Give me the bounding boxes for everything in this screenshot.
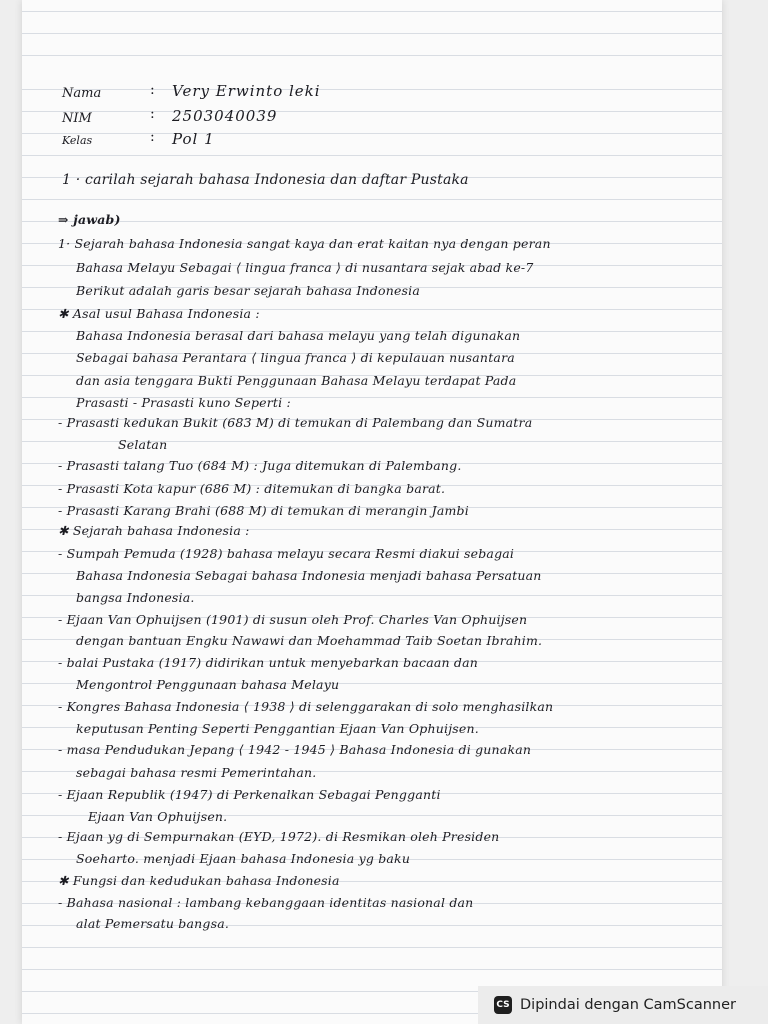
handwritten-line: Soeharto. menjadi Ejaan bahasa Indonesia yg baku bbox=[76, 851, 411, 866]
handwritten-line: dengan bantuan Engku Nawawi dan Moehammad Taib Soetan Ibrahim. bbox=[76, 633, 543, 648]
handwritten-line: - masa Pendudukan Jepang ⟨ 1942 - 1945 ⟩ Bahasa Indonesia di gunakan bbox=[58, 742, 532, 757]
handwritten-line: 1· Sejarah bahasa Indonesia sangat kaya dan erat kaitan nya dengan peran bbox=[58, 236, 551, 251]
nim-colon: : bbox=[150, 106, 155, 122]
nama-label: Nama bbox=[62, 86, 102, 101]
nama-value: Very Erwinto leki bbox=[172, 82, 321, 100]
kelas-label: Kelas bbox=[62, 134, 93, 147]
handwritten-line: - Sumpah Pemuda (1928) bahasa melayu secara Resmi diakui sebagai bbox=[58, 546, 515, 561]
handwritten-line: - Kongres Bahasa Indonesia ⟨ 1938 ⟩ di selenggarakan di solo menghasilkan bbox=[58, 699, 554, 714]
handwritten-line: ✱ Asal usul Bahasa Indonesia : bbox=[58, 306, 260, 321]
handwritten-line: - Bahasa nasional : lambang kebanggaan identitas nasional dan bbox=[58, 895, 474, 910]
handwritten-line: Bahasa Melayu Sebagai ⟨ lingua franca ⟩ di nusantara sejak abad ke-7 bbox=[76, 260, 534, 275]
handwritten-line: dan asia tenggara Bukti Penggunaan Bahasa Melayu terdapat Pada bbox=[76, 373, 517, 388]
handwritten-line: Prasasti - Prasasti kuno Seperti : bbox=[76, 395, 291, 410]
handwritten-line: - Prasasti talang Tuo (684 M) : Juga ditemukan di Palembang. bbox=[58, 458, 462, 473]
handwritten-line: - Prasasti Karang Brahi (688 M) di temukan di merangin Jambi bbox=[58, 503, 469, 518]
camscanner-logo-icon: CS bbox=[494, 996, 512, 1014]
notebook-page bbox=[22, 0, 722, 1024]
handwritten-line: - Ejaan Republik (1947) di Perkenalkan Sebagai Pengganti bbox=[58, 787, 441, 802]
handwritten-line: ✱ Fungsi dan kedudukan bahasa Indonesia bbox=[58, 873, 340, 888]
handwritten-line: - balai Pustaka (1917) didirikan untuk menyebarkan bacaan dan bbox=[58, 655, 479, 670]
handwritten-line: Bahasa Indonesia berasal dari bahasa melayu yang telah digunakan bbox=[76, 328, 521, 343]
question-text: 1 · carilah sejarah bahasa Indonesia dan daftar Pustaka bbox=[62, 172, 469, 188]
handwritten-line: - Prasasti kedukan Bukit (683 M) di temukan di Palembang dan Sumatra bbox=[58, 415, 533, 430]
camscanner-text: Dipindai dengan CamScanner bbox=[520, 997, 737, 1013]
handwritten-line: ✱ Sejarah bahasa Indonesia : bbox=[58, 523, 250, 538]
answer-label: ⇒ jawab) bbox=[58, 212, 121, 227]
handwritten-line: Ejaan Van Ophuijsen. bbox=[88, 809, 228, 824]
handwritten-line: - Ejaan Van Ophuijsen (1901) di susun oleh Prof. Charles Van Ophuijsen bbox=[58, 612, 528, 627]
nim-value: 2503040039 bbox=[172, 107, 278, 125]
handwritten-line: Mengontrol Penggunaan bahasa Melayu bbox=[76, 677, 340, 692]
handwritten-line: Selatan bbox=[118, 437, 168, 452]
camscanner-watermark bbox=[478, 986, 768, 1024]
handwritten-line: Sebagai bahasa Perantara ⟨ lingua franca ⟩ di kepulauan nusantara bbox=[76, 350, 515, 365]
nim-label: NIM bbox=[62, 111, 92, 126]
kelas-value: Pol 1 bbox=[172, 130, 215, 148]
handwritten-line: Berikut adalah garis besar sejarah bahasa Indonesia bbox=[76, 283, 421, 298]
handwritten-line: bangsa Indonesia. bbox=[76, 590, 195, 605]
nama-colon: : bbox=[150, 82, 155, 98]
handwritten-line: - Ejaan yg di Sempurnakan (EYD, 1972). di Resmikan oleh Presiden bbox=[58, 829, 500, 844]
handwritten-line: - Prasasti Kota kapur (686 M) : ditemukan di bangka barat. bbox=[58, 481, 446, 496]
handwritten-line: Bahasa Indonesia Sebagai bahasa Indonesia menjadi bahasa Persatuan bbox=[76, 568, 542, 583]
handwritten-line: keputusan Penting Seperti Penggantian Ejaan Van Ophuijsen. bbox=[76, 721, 479, 736]
handwritten-line: alat Pemersatu bangsa. bbox=[76, 916, 230, 931]
handwritten-line: sebagai bahasa resmi Pemerintahan. bbox=[76, 765, 317, 780]
kelas-colon: : bbox=[150, 129, 155, 145]
